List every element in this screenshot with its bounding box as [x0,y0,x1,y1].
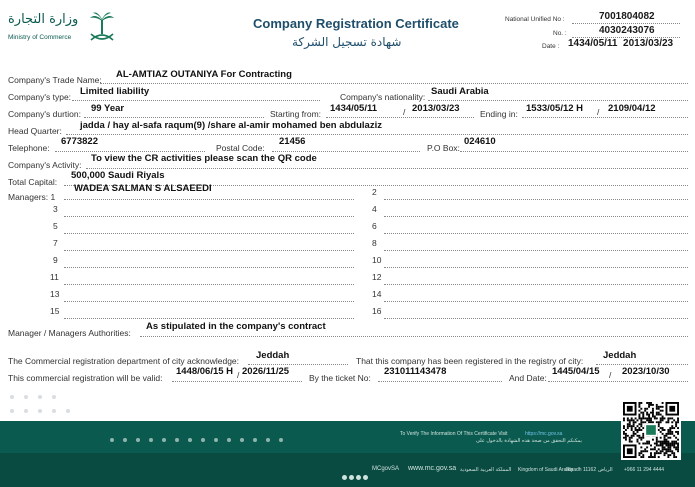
footer-dot [227,438,231,442]
dept-city-value: Jeddah [256,350,290,361]
dot [10,409,14,413]
postal-code-value: 21456 [279,136,306,147]
no-value: 4030243076 [599,25,655,36]
footer-dot [214,438,218,442]
manager-number-left: 9 [53,255,58,265]
footer-dot [279,438,283,442]
manager-line-right [384,267,688,268]
starting-label: Starting from: [270,109,322,119]
company-type-label: Company's type: [8,92,72,102]
logo-arabic: وزارة التجارة [8,12,79,27]
activity-value: To view the CR activities please scan the QR code [91,153,317,164]
manager-line-right [384,250,688,251]
company-type-value: Limited liability [80,86,150,97]
activity-label: Company's Activity: [8,160,82,170]
manager-number-right: 10 [372,255,382,265]
and-date-hijri-value: 1445/04/15 [552,366,600,377]
managers-label: Managers: 1 [8,192,56,202]
trade-name-value: AL-AMTIAZ OUTANIYA For Contracting [116,69,292,80]
footer-dot [266,438,270,442]
and-date-slash: / [609,370,612,380]
verify-link[interactable]: https://mc.gov.sa [525,431,563,437]
footer-dot [253,438,257,442]
city-text: Riyadh 11162 [566,467,597,473]
footer-dot [175,438,179,442]
manager-1-value: WADEA SALMAN S ALSAEEDI [74,183,212,194]
registry-city-value: Jeddah [603,350,637,361]
manager-number-left: 11 [50,272,59,282]
verify-arabic: يمكنكم التحقق من صحة هذه الشهادة بالدخول على [476,438,582,444]
social-icon-4[interactable] [363,475,368,480]
manager-number-right: 4 [372,204,377,214]
footer-phone: +966 11 294 4444 [624,467,665,473]
end-hijri-value: 1533/05/12 H [526,103,584,114]
manager-line-left [64,233,354,234]
start-hijri-value: 1434/05/11 [330,103,378,114]
footer-dot [110,438,114,442]
dot [38,395,42,399]
capital-value: 500,000 Saudi Riyals [71,170,165,181]
valid-hijri-value: 1448/06/15 H [176,366,234,377]
dot [24,409,28,413]
city-arabic: الرياض [598,467,613,473]
certificate-title: Company Registration Certificate [253,16,459,31]
dot [52,395,56,399]
footer-dot [188,438,192,442]
address-arabic: المملكة العربية السعودية [460,467,512,473]
manager-line-right [384,318,688,319]
social-icon-1[interactable] [342,475,347,480]
manager-line-left [64,284,354,285]
dept-label: The Commercial registration department of city acknowledge: [8,356,240,366]
manager-number-right: 8 [372,238,377,248]
dot [24,395,28,399]
manager-line-right [384,216,688,217]
telephone-label: Telephone: [8,143,50,153]
social-icon-3[interactable] [356,475,361,480]
trade-name-label: Company's Trade Name: [8,75,102,85]
manager-line-left [64,216,354,217]
manager-line-right [384,301,688,302]
certificate-title-arabic: شهادة تسجيل الشركة [292,35,402,49]
palm-swords-icon [88,10,116,44]
dot [52,409,56,413]
manager-line-right [384,233,688,234]
duration-label: Company's durtion: [8,109,81,119]
footer-dot [136,438,140,442]
manager-number-left: 5 [53,221,58,231]
hq-label: Head Quarter: [8,126,62,136]
end-slash: / [597,107,600,117]
footer-dot [162,438,166,442]
valid-label: This commercial registration will be valid: [8,373,163,383]
social-icons [342,467,368,485]
manager-number-right: 12 [372,272,382,282]
postal-code-label: Postal Code: [216,143,265,153]
pobox-value: 024610 [464,136,496,147]
no-label: No. : [553,30,567,37]
valid-slash: / [237,370,240,380]
manager-line-left [64,250,354,251]
date-value: 1434/05/11 2013/03/23 [568,38,674,49]
social-handle[interactable]: MCgovSA [372,466,400,472]
manager-line-right [384,284,688,285]
footer-dot [123,438,127,442]
country-text: Kingdom of Saudi Arabia [518,467,574,473]
end-greg-value: 2109/04/12 [608,103,656,114]
dot [38,409,42,413]
hq-value: jadda / hay al-safa raqum(9) /share al-amir mohamed ben abdulaziz [80,120,382,131]
manager-line-left [64,301,354,302]
registry-label: That this company has been registered in the registry of city: [356,356,584,366]
manager-line-left [64,318,354,319]
start-greg-value: 2013/03/23 [412,103,460,114]
authorities-value: As stipulated in the company's contract [146,321,326,332]
ministry-logo [8,10,118,46]
national-unified-value: 7001804082 [599,11,655,22]
manager-number-right: 6 [372,221,377,231]
social-icon-2[interactable] [349,475,354,480]
date-label: Date : [542,43,560,50]
ending-label: Ending in: [480,109,518,119]
national-unified-label: National Unified No : [505,16,565,23]
capital-label: Total Capital: [8,177,58,187]
verify-text: To Verify The Information Of This Certificate Visit [400,431,508,437]
nationality-value: Saudi Arabia [431,86,489,97]
ticket-label: By the ticket No: [309,373,371,383]
website-text[interactable]: www.mc.gov.sa [408,465,457,472]
manager-number-right: 14 [372,289,382,299]
manager-number-left: 7 [53,238,58,248]
manager-number-left: 13 [50,289,60,299]
pobox-label: P.O Box: [427,143,460,153]
and-date-greg-value: 2023/10/30 [622,366,670,377]
valid-greg-value: 2026/11/25 [242,366,290,377]
and-date-label: And Date: [509,373,547,383]
qr-code-icon[interactable] [621,400,681,460]
nationality-label: Company's nationality: [340,92,426,102]
manager-number-right: 2 [372,187,377,197]
footer-dot [240,438,244,442]
manager-line-left [64,267,354,268]
start-slash: / [403,107,406,117]
footer-dot [201,438,205,442]
dot [10,395,14,399]
telephone-value: 6773822 [61,136,98,147]
manager-number-left: 3 [53,204,58,214]
authorities-label: Manager / Managers Authorities: [8,328,131,338]
manager-number-right: 16 [372,306,382,316]
footer-dot [149,438,153,442]
dot [66,409,70,413]
ticket-value: 231011143478 [384,366,447,377]
logo-english: Ministry of Commerce [8,34,72,41]
manager-line-right [384,199,688,200]
duration-value: 99 Year [91,103,125,114]
manager-number-left: 15 [50,306,60,316]
